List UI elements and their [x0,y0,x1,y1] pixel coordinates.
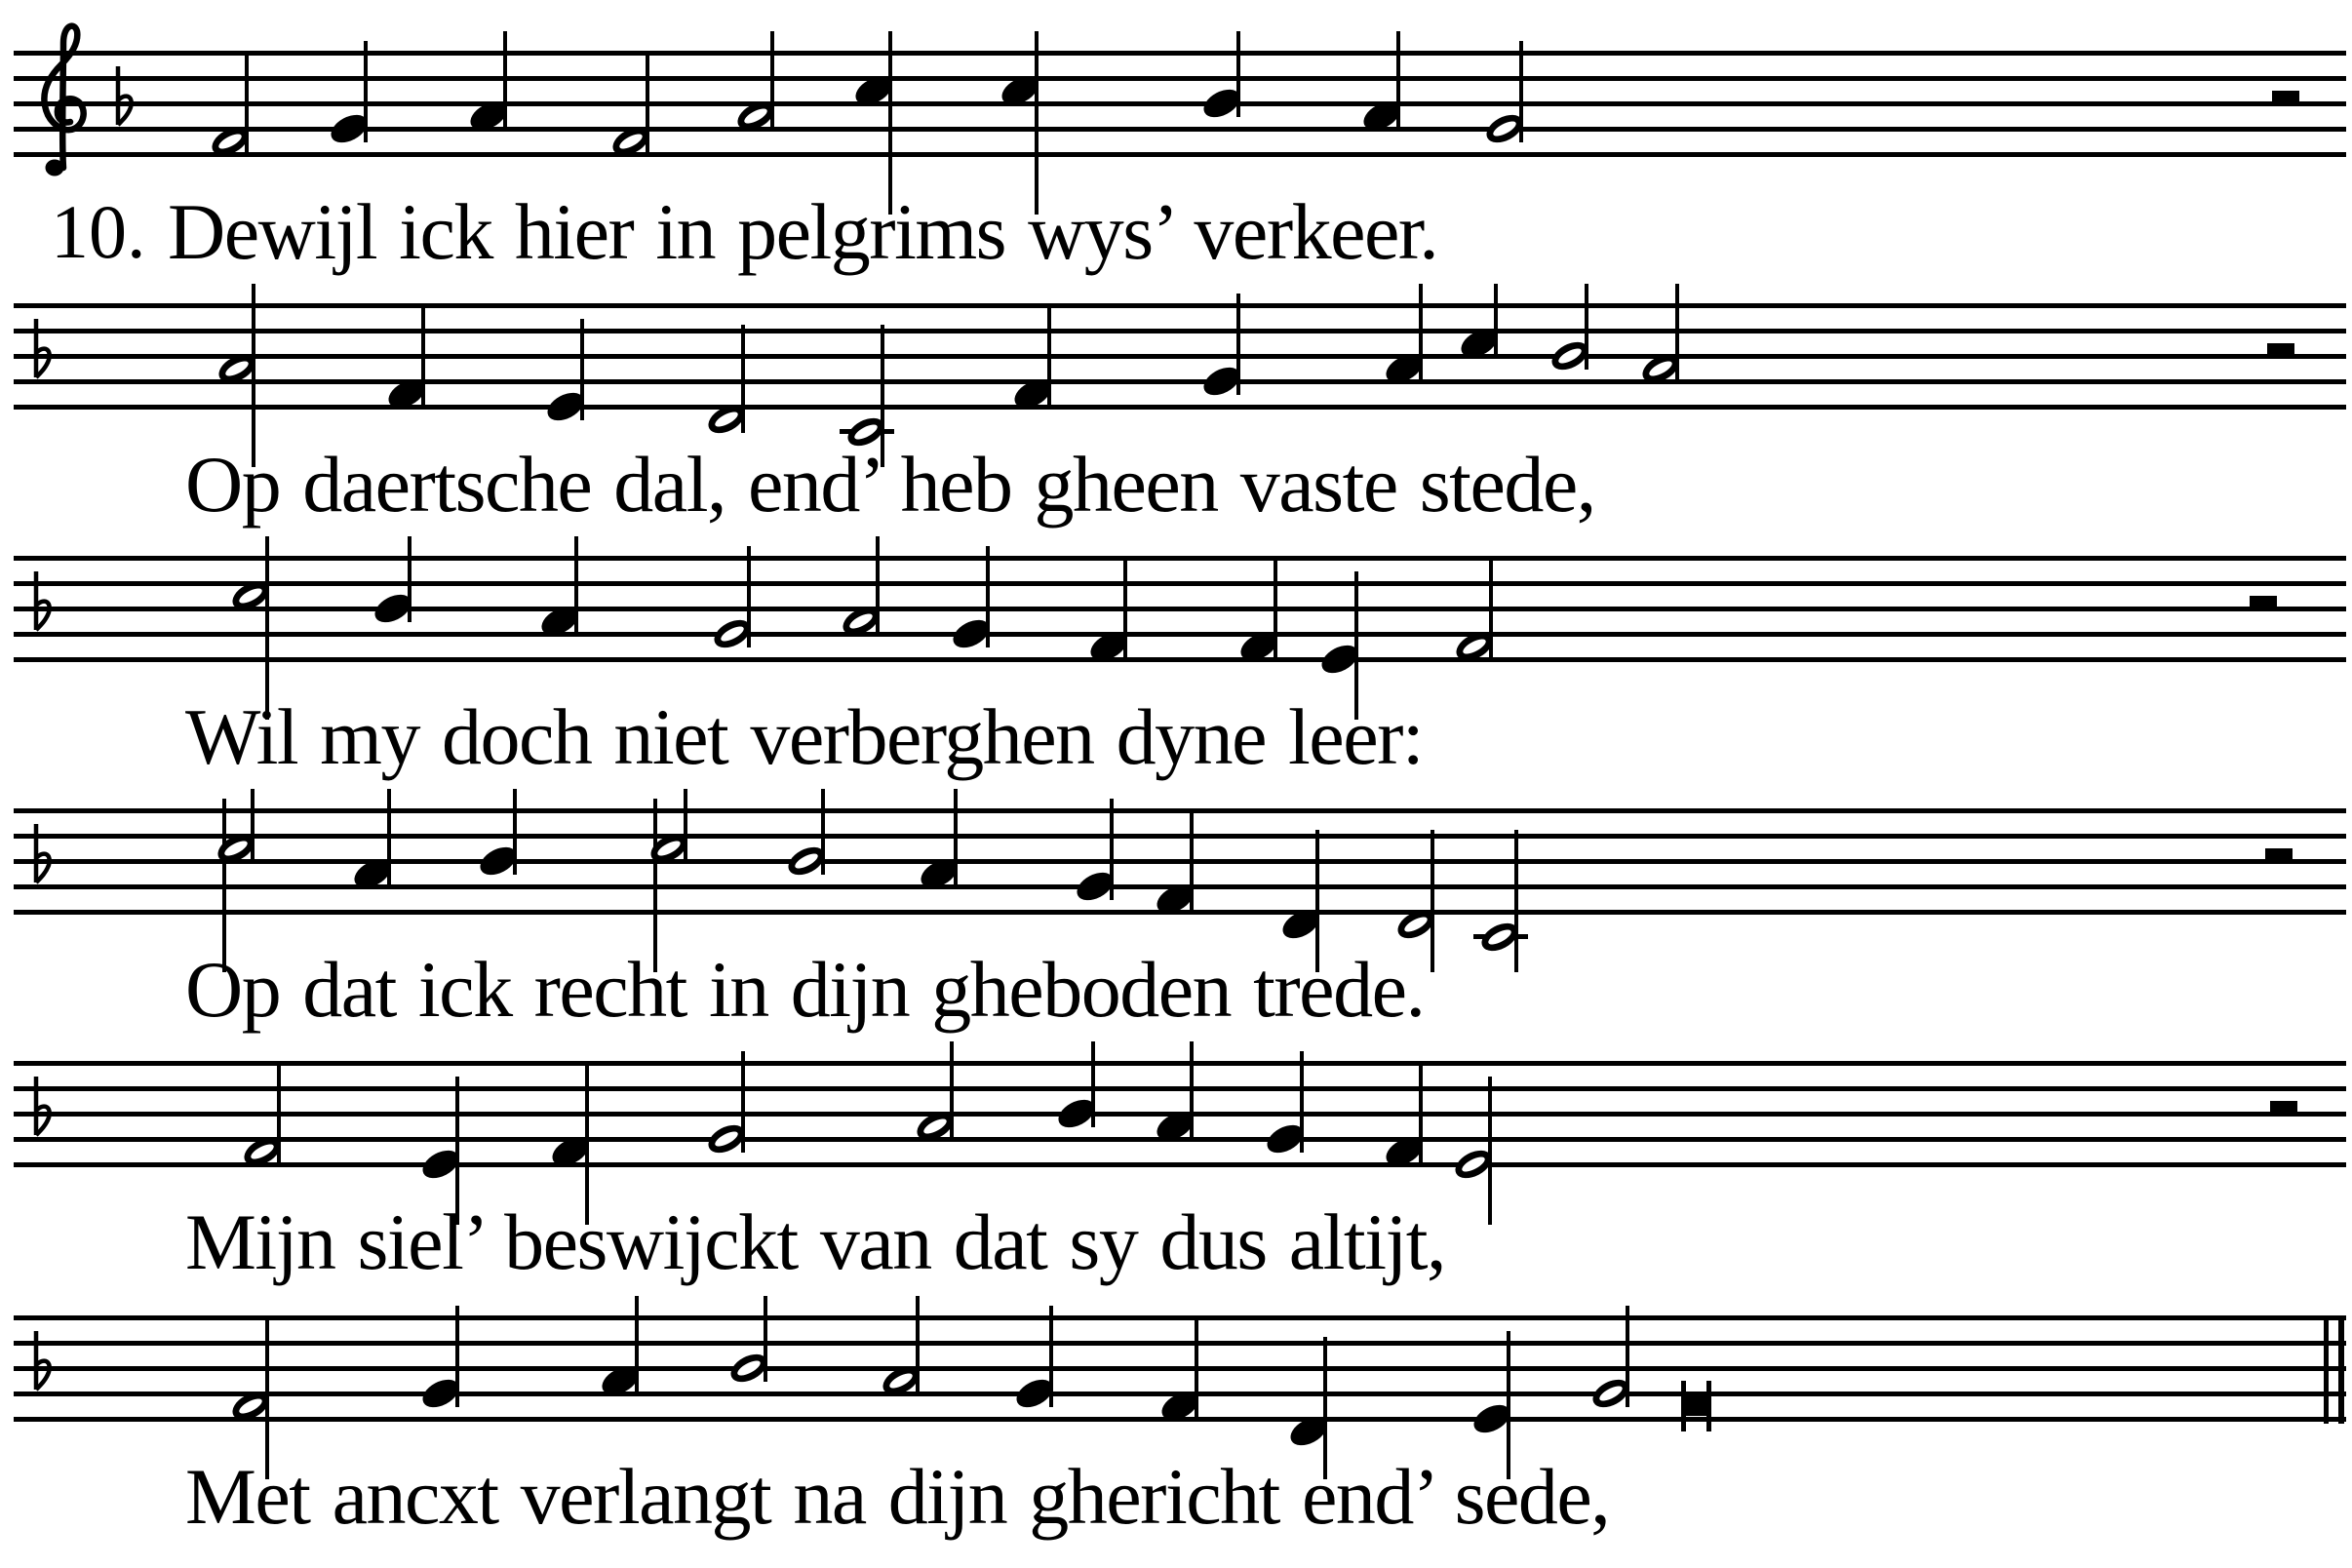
note-stem [1488,1077,1492,1225]
staff [14,305,2346,412]
staff [14,1317,2346,1424]
staff-line [14,607,2346,611]
staff-line [14,303,2346,308]
staff-line [14,556,2346,561]
lyric-line: Mijn siel’ beswijckt van dat sy dus altijt, [185,1197,1446,1286]
final-barline [2338,1315,2344,1424]
staff-line [14,1341,2346,1346]
staff-line [14,354,2346,359]
staff-line [14,1366,2346,1371]
final-barline [2324,1315,2329,1424]
flat-icon [31,822,55,890]
staff-line [14,834,2346,839]
flat-icon [31,569,55,638]
flat-icon [31,317,55,385]
flat-icon [31,1329,55,1397]
staff [14,53,2346,159]
breve-note [1684,1396,1707,1416]
lyric-line: Wil my doch niet verberghen dyne leer: [185,692,1424,781]
staff-line [14,910,2346,915]
staff-line [14,405,2346,410]
staff [14,1063,2346,1169]
lyric-line: Dewijl ick hier in pelgrims wys’ verkeer. [168,187,1438,276]
staff-line [14,1315,2346,1320]
note-stem [1514,830,1518,972]
lyric-line: Op daertsche dal, end’ heb gheen vaste stede, [185,440,1595,529]
flat-icon [31,1075,55,1143]
staff-line [14,329,2346,333]
half-rest-icon [2272,91,2299,103]
verse-number: 10. [51,189,146,274]
note-stem [1431,830,1434,972]
half-rest-icon [2270,1101,2297,1114]
lyric-line: Met ancxt verlangt na dijn ghericht end’ sede, [185,1452,1610,1541]
staff-line [14,1162,2346,1167]
lyric-line: Op dat ick recht in dijn gheboden trede. [185,945,1425,1034]
staff-line [14,152,2346,157]
staff-line [14,859,2346,864]
half-rest-icon [2250,596,2277,608]
half-rest-icon [2265,848,2293,861]
note-stem [1494,284,1498,357]
staff-line [14,1086,2346,1091]
staff-line [14,808,2346,813]
staff-line [14,1137,2346,1142]
note-stem [251,789,255,862]
staff [14,558,2346,664]
half-rest-icon [2267,343,2294,356]
flat-icon [113,64,137,133]
staff-line [14,1061,2346,1066]
note-stem [684,789,687,862]
staff-line [14,379,2346,384]
staff-line [14,657,2346,662]
staff [14,810,2346,917]
staff-line [14,632,2346,637]
staff-line [14,581,2346,586]
treble-clef-icon [33,16,88,183]
